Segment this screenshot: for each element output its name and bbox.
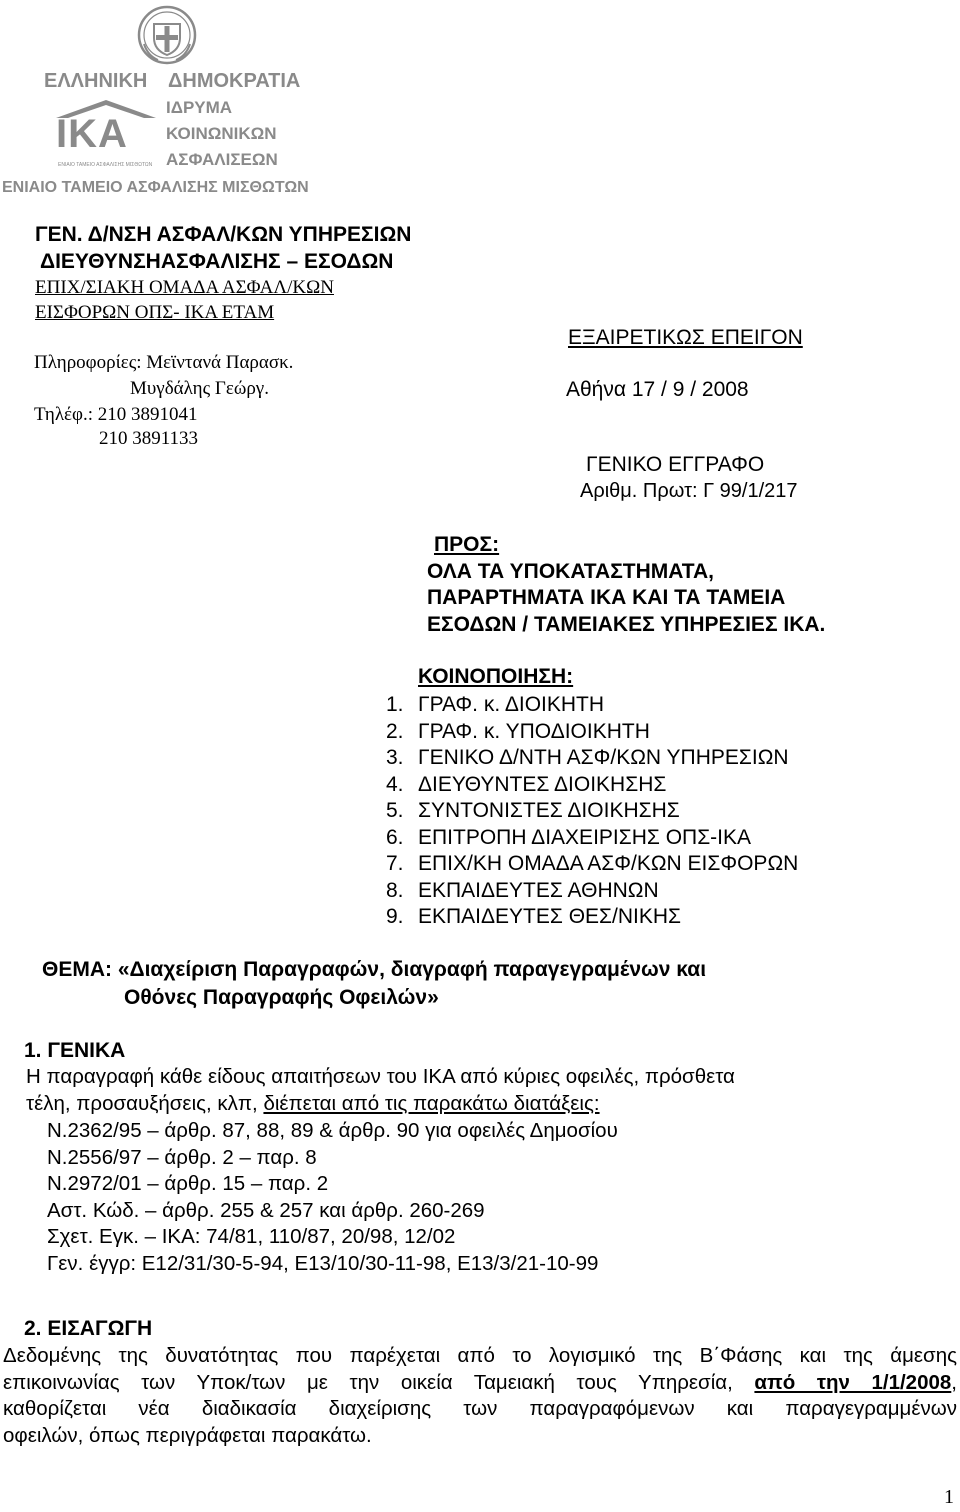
line-2-bold-date: από την 1/1/2008	[754, 1370, 952, 1394]
cc-label: ΚΟΙΝΟΠΟΙΗΣΗ:	[418, 665, 574, 688]
ika-small-text: ΕΝΙΑΙΟ ΤΑΜΕΙΟ ΑΣΦΑΛΙΣΗΣ ΜΙΣΘΩΤΩΝ	[58, 162, 153, 168]
institute-line-3: ΑΣΦΑΛΙΣΕΩΝ	[166, 150, 278, 169]
line-2-tail: ,	[951, 1370, 957, 1394]
line-2-plain: επικοινωνίας των Υποκ/των με την οικεία Ταμειακή τους Υπηρεσία,	[3, 1370, 733, 1394]
cc-item	[386, 692, 798, 719]
info-contact: Πληροφορίες: Μεϊντανά Παρασκ.	[34, 352, 294, 373]
document-date: Αθήνα 17 / 9 / 2008	[566, 378, 749, 401]
cc-item-text: ΕΠΙΤΡΟΠΗ ΔΙΑΧΕΙΡΙΣΗΣ ΟΠΣ-ΙΚΑ	[418, 825, 752, 849]
section-2-paragraph	[3, 1343, 957, 1449]
phone-1: Τηλέφ.: 210 3891041	[34, 404, 198, 425]
to-line-3: ΕΣΟΔΩΝ / ΤΑΜΕΙΑΚΕΣ ΥΠΗΡΕΣΙΕΣ ΙΚΑ.	[427, 613, 826, 636]
cc-item-text: ΓΡΑΦ. κ. ΔΙΟΙΚΗΤΗ	[418, 693, 605, 716]
greek-republic-emblem-icon	[136, 4, 198, 66]
cc-item	[386, 719, 798, 746]
urgent-label: ΕΞΑΙΡΕΤΙΚΩΣ ΕΠΕΙΓΟΝ	[568, 326, 803, 349]
cc-item	[386, 904, 798, 931]
cc-item-text: ΕΚΠΑΙΔΕΥΤΕΣ ΑΘΗΝΩΝ	[418, 878, 659, 902]
section-2-line-2	[3, 1370, 957, 1397]
cc-item	[386, 772, 798, 799]
cc-item-text: ΓΕΝΙΚΟ Δ/ΝΤΗ ΑΣΦ/ΚΩΝ ΥΠΗΡΕΣΙΩΝ	[418, 746, 789, 769]
cc-item-number: 4.	[386, 772, 404, 796]
ika-letters: ΙΚΑ	[56, 112, 128, 156]
institute-line-2: ΚΟΙΝΩΝΙΚΩΝ	[166, 124, 277, 143]
to-line-2: ΠΑΡΑΡΤΗΜΑΤΑ ΙΚΑ ΚΑΙ ΤΑ ΤΑΜΕΙΑ	[427, 586, 786, 609]
republic-line-1: ΕΛΛΗΝΙΚΗ	[44, 70, 148, 92]
law-reference: Ν.2972/01 – άρθρ. 15 – παρ. 2	[47, 1172, 329, 1195]
subject-line-2: Οθόνες Παραγραφής Οφειλών»	[124, 986, 439, 1009]
info-contact-2: Μυγδάλης Γεώργ.	[130, 378, 269, 399]
cc-item	[386, 745, 798, 772]
cc-item-number: 5.	[386, 799, 404, 822]
protocol-number: Αριθμ. Πρωτ: Γ 99/1/217	[580, 480, 798, 502]
cc-item-text: ΣΥΝΤΟΝΙΣΤΕΣ ΔΙΟΙΚΗΣΗΣ	[418, 799, 680, 822]
institute-line-1: ΙΔΡΥΜΑ	[166, 98, 233, 117]
cc-item-number: 6.	[386, 825, 404, 849]
page-number: 1	[944, 1486, 954, 1508]
law-reference: Αστ. Κώδ. – άρθρ. 255 & 257 και άρθρ. 260-269	[47, 1198, 485, 1222]
cc-item	[386, 798, 798, 825]
cc-item-number: 9.	[386, 905, 404, 928]
cc-item-text: ΕΚΠΑΙΔΕΥΤΕΣ ΘΕΣ/ΝΙΚΗΣ	[418, 905, 682, 928]
law-reference: Γεν. έγγρ: Ε12/31/30-5-94, Ε13/10/30-11-98, Ε13/3/21-10-99	[47, 1251, 599, 1275]
section-2-line-4: οφειλών, όπως περιγράφεται παρακάτω.	[3, 1423, 372, 1447]
subject-line-1: ΘΕΜΑ: «Διαχείριση Παραγραφών, διαγραφή παραγεγραμένων και	[42, 958, 707, 981]
law-reference: Σχετ. Εγκ. – ΙΚΑ: 74/81, 110/87, 20/98, 12/02	[47, 1225, 456, 1248]
section-2-line-3: καθορίζεται νέα διαδικασία διαχείρισης των παραγραφόμενων και παραγεγραμμένων	[3, 1397, 957, 1420]
ika-logo	[56, 100, 156, 178]
republic-line-2: ΔΗΜΟΚΡΑΤΙΑ	[168, 70, 301, 92]
cc-item-number: 7.	[386, 852, 404, 875]
section-1-intro-1: Η παραγραφή κάθε είδους απαιτήσεων του ΙΚΑ από κύριες οφειλές, πρόσθετα	[26, 1065, 735, 1088]
document-type: ΓΕΝΙΚΟ ΕΓΓΡΑΦΟ	[586, 453, 765, 476]
intro-2-plain: τέλη, προσαυξήσεις, κλπ,	[26, 1092, 264, 1115]
sender-line-3: ΕΠΙΧ/ΣΙΑΚΗ ΟΜΑΔΑ ΑΣΦΑΛ/ΚΩΝ	[35, 277, 334, 298]
law-reference: Ν.2556/97 – άρθρ. 2 – παρ. 8	[47, 1145, 317, 1169]
fund-name: ΕΝΙΑΙΟ ΤΑΜΕΙΟ ΑΣΦΑΛΙΣΗΣ ΜΙΣΘΩΤΩΝ	[2, 179, 309, 196]
sender-line-4: ΕΙΣΦΟΡΩΝ ΟΠΣ- ΙΚΑ ΕΤΑΜ	[35, 302, 275, 323]
cc-list	[386, 692, 798, 931]
sender-line-2: ΔΙΕΥΘΥΝΣΗΑΣΦΑΛΙΣΗΣ – ΕΣΟΔΩΝ	[40, 250, 394, 273]
phone-2: 210 3891133	[99, 428, 199, 449]
cc-item-text: ΓΡΑΦ. κ. ΥΠΟΔΙΟΙΚΗΤΗ	[418, 719, 650, 743]
to-line-1: ΟΛΑ ΤΑ ΥΠΟΚΑΤΑΣΤΗΜΑΤΑ,	[427, 560, 714, 583]
section-2-line-1: Δεδομένης της δυνατότητας που παρέχεται από το λογισμικό της Β΄Φάσης και της άμεσης	[3, 1344, 957, 1367]
cc-item-text: ΕΠΙΧ/ΚΗ ΟΜΑΔΑ ΑΣΦ/ΚΩΝ ΕΙΣΦΟΡΩΝ	[418, 852, 799, 875]
cc-item	[386, 825, 798, 852]
section-1-intro-2	[26, 1092, 600, 1116]
cc-item-number: 2.	[386, 719, 404, 743]
intro-2-underlined: διέπεται από τις παρακάτω διατάξεις:	[263, 1092, 600, 1115]
cc-item	[386, 878, 798, 905]
cc-item-number: 3.	[386, 746, 404, 769]
cc-item-text: ΔΙΕΥΘΥΝΤΕΣ ΔΙΟΙΚΗΣΗΣ	[418, 772, 667, 796]
law-reference: Ν.2362/95 – άρθρ. 87, 88, 89 & άρθρ. 90 για οφειλές Δημοσίου	[47, 1119, 618, 1142]
to-label: ΠΡΟΣ:	[434, 533, 500, 556]
cc-item	[386, 851, 798, 878]
cc-item-number: 1.	[386, 693, 404, 716]
section-2-heading: 2. ΕΙΣΑΓΩΓΗ	[24, 1317, 153, 1340]
sender-line-1: ΓΕΝ. Δ/ΝΣΗ ΑΣΦΑΛ/ΚΩΝ ΥΠΗΡΕΣΙΩΝ	[35, 223, 412, 246]
cc-item-number: 8.	[386, 878, 404, 902]
section-1-heading: 1. ΓΕΝΙΚΑ	[24, 1039, 126, 1062]
